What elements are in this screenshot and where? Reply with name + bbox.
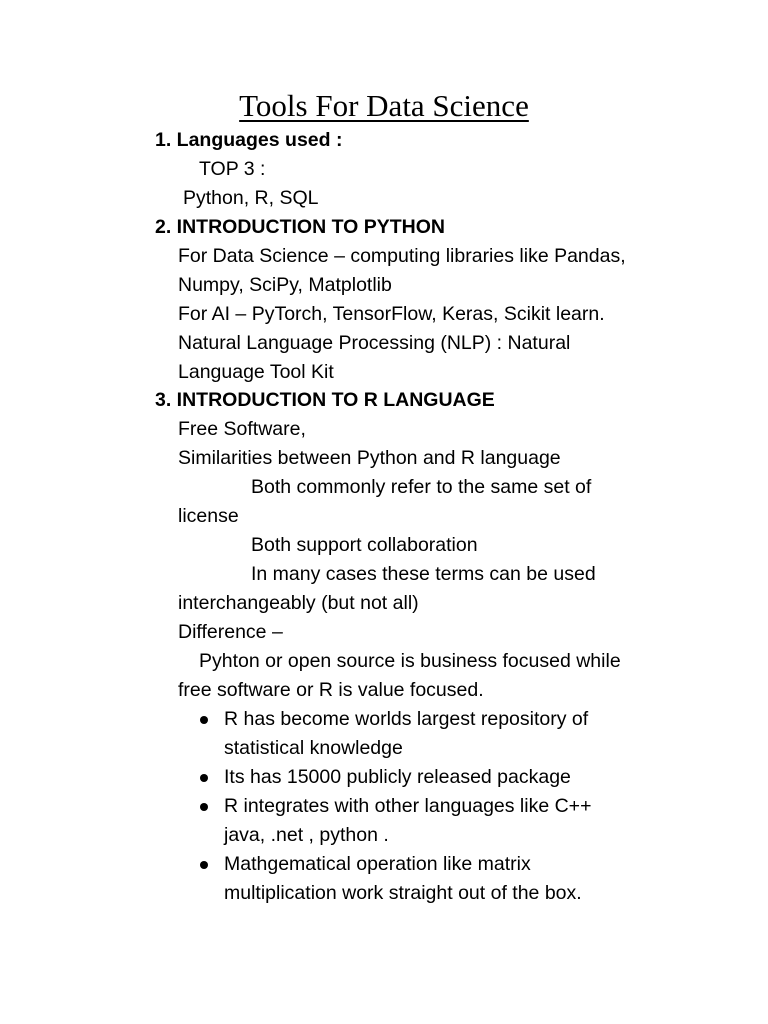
bullet-dot-icon xyxy=(200,774,208,782)
section-3-line: Similarities between Python and R language xyxy=(178,447,561,469)
bullet-line: Mathgematical operation like matrix xyxy=(224,853,531,875)
section-3-line: Pyhton or open source is business focused while xyxy=(199,650,621,672)
section-2-heading: 2. INTRODUCTION TO PYTHON xyxy=(155,216,445,238)
bullet-dot-icon xyxy=(200,716,208,724)
section-3-line: interchangeably (but not all) xyxy=(178,592,419,614)
section-1-line: Python, R, SQL xyxy=(183,187,319,209)
section-3-line: Free Software, xyxy=(178,418,306,440)
section-3-line: Difference – xyxy=(178,621,283,643)
section-2-line: Language Tool Kit xyxy=(178,361,334,383)
section-3-line: Both support collaboration xyxy=(251,534,478,556)
bullet-line: R integrates with other languages like C++ xyxy=(224,795,592,817)
section-3-line: license xyxy=(178,505,239,527)
section-1-line: TOP 3 : xyxy=(199,158,266,180)
section-3-line: In many cases these terms can be used xyxy=(251,563,596,585)
bullet-dot-icon xyxy=(200,803,208,811)
bullet-line: R has become worlds largest repository of xyxy=(224,708,589,730)
section-3-heading: 3. INTRODUCTION TO R LANGUAGE xyxy=(155,389,495,411)
section-3-line: free software or R is value focused. xyxy=(178,679,484,701)
bullet-line: multiplication work straight out of the box. xyxy=(224,882,582,904)
bullet-line: statistical knowledge xyxy=(224,737,403,759)
section-3-line: Both commonly refer to the same set of xyxy=(251,476,592,498)
section-2-line: For Data Science – computing libraries like Pandas, xyxy=(178,245,626,267)
section-2-line: For AI – PyTorch, TensorFlow, Keras, Scikit learn. xyxy=(178,303,605,325)
section-2-line: Numpy, SciPy, Matplotlib xyxy=(178,274,392,296)
bullet-dot-icon xyxy=(200,861,208,869)
bullet-line: Its has 15000 publicly released package xyxy=(224,766,571,788)
document-title: Tools For Data Science xyxy=(239,88,529,123)
section-2-line: Natural Language Processing (NLP) : Natural xyxy=(178,332,571,354)
bullet-line: java, .net , python . xyxy=(224,824,389,846)
section-1-heading: 1. Languages used : xyxy=(155,129,343,151)
